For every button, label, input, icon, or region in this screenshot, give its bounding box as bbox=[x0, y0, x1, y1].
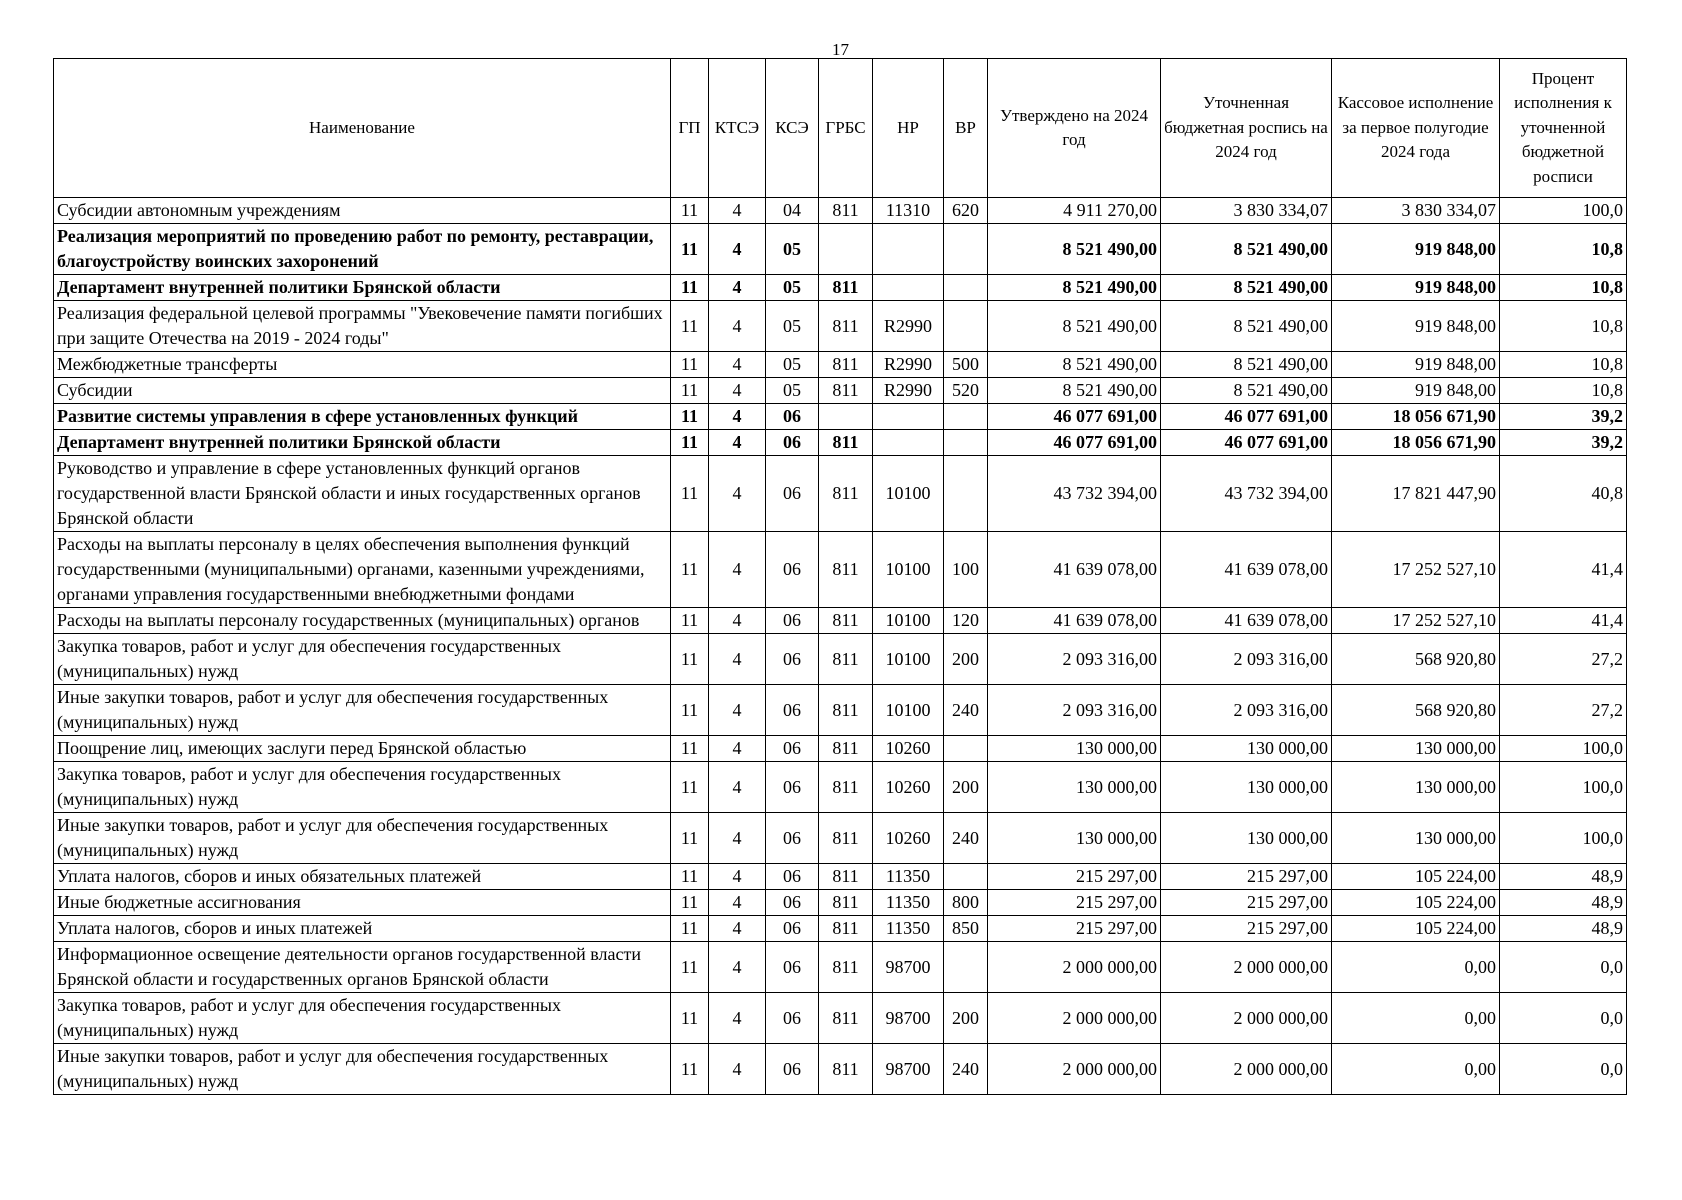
row-refined-cell: 8 521 490,00 bbox=[1161, 378, 1332, 404]
row-vr-cell bbox=[944, 736, 988, 762]
row-np-cell bbox=[873, 404, 944, 430]
row-grbs-cell: 811 bbox=[819, 352, 873, 378]
row-vr-cell bbox=[944, 456, 988, 532]
row-percent-cell: 0,0 bbox=[1500, 1044, 1627, 1095]
row-np-cell: 10100 bbox=[873, 532, 944, 608]
table-row bbox=[54, 685, 1627, 736]
header-refined: Уточненная бюджетная роспись на 2024 год bbox=[1161, 59, 1332, 198]
row-kse-cell: 05 bbox=[766, 352, 819, 378]
row-gp-cell: 11 bbox=[671, 275, 709, 301]
row-kse-cell: 06 bbox=[766, 1044, 819, 1095]
row-percent-cell: 40,8 bbox=[1500, 456, 1627, 532]
row-percent-cell: 10,8 bbox=[1500, 224, 1627, 275]
table-row bbox=[54, 352, 1627, 378]
row-np-cell: 10100 bbox=[873, 456, 944, 532]
row-kse-cell: 05 bbox=[766, 275, 819, 301]
header-vr: ВР bbox=[944, 59, 988, 198]
row-vr-cell bbox=[944, 275, 988, 301]
row-name-cell: Департамент внутренней политики Брянской области bbox=[54, 430, 671, 456]
row-approved-cell: 46 077 691,00 bbox=[988, 404, 1161, 430]
table-row bbox=[54, 224, 1627, 275]
row-vr-cell bbox=[944, 224, 988, 275]
row-cash-cell: 568 920,80 bbox=[1332, 685, 1500, 736]
row-kse-cell: 06 bbox=[766, 404, 819, 430]
row-ktse-cell: 4 bbox=[709, 301, 766, 352]
row-refined-cell: 215 297,00 bbox=[1161, 890, 1332, 916]
row-kse-cell: 06 bbox=[766, 890, 819, 916]
row-np-cell bbox=[873, 275, 944, 301]
row-kse-cell: 06 bbox=[766, 685, 819, 736]
row-kse-cell: 06 bbox=[766, 456, 819, 532]
row-cash-cell: 18 056 671,90 bbox=[1332, 430, 1500, 456]
row-name-cell: Закупка товаров, работ и услуг для обеспечения государственных (муниципальных) нужд bbox=[54, 762, 671, 813]
row-name-cell: Закупка товаров, работ и услуг для обеспечения государственных (муниципальных) нужд bbox=[54, 634, 671, 685]
row-kse-cell: 06 bbox=[766, 864, 819, 890]
table-row bbox=[54, 198, 1627, 224]
row-gp-cell: 11 bbox=[671, 864, 709, 890]
row-ktse-cell: 4 bbox=[709, 685, 766, 736]
row-approved-cell: 130 000,00 bbox=[988, 762, 1161, 813]
row-percent-cell: 100,0 bbox=[1500, 762, 1627, 813]
row-np-cell: 98700 bbox=[873, 1044, 944, 1095]
row-approved-cell: 215 297,00 bbox=[988, 864, 1161, 890]
table-row bbox=[54, 890, 1627, 916]
row-approved-cell: 4 911 270,00 bbox=[988, 198, 1161, 224]
row-cash-cell: 130 000,00 bbox=[1332, 813, 1500, 864]
row-gp-cell: 11 bbox=[671, 378, 709, 404]
table-row bbox=[54, 1044, 1627, 1095]
row-grbs-cell: 811 bbox=[819, 736, 873, 762]
row-approved-cell: 43 732 394,00 bbox=[988, 456, 1161, 532]
row-grbs-cell: 811 bbox=[819, 864, 873, 890]
row-name-cell: Руководство и управление в сфере установленных функций органов государственной власти Брянской области и иных государственных органов Брянской области bbox=[54, 456, 671, 532]
row-ktse-cell: 4 bbox=[709, 634, 766, 685]
row-grbs-cell: 811 bbox=[819, 456, 873, 532]
row-vr-cell: 200 bbox=[944, 993, 988, 1044]
row-gp-cell: 11 bbox=[671, 813, 709, 864]
row-approved-cell: 2 093 316,00 bbox=[988, 685, 1161, 736]
row-np-cell: 10260 bbox=[873, 736, 944, 762]
row-kse-cell: 06 bbox=[766, 608, 819, 634]
row-gp-cell: 11 bbox=[671, 685, 709, 736]
row-gp-cell: 11 bbox=[671, 430, 709, 456]
row-name-cell: Иные закупки товаров, работ и услуг для обеспечения государственных (муниципальных) нужд bbox=[54, 1044, 671, 1095]
row-kse-cell: 05 bbox=[766, 224, 819, 275]
row-refined-cell: 130 000,00 bbox=[1161, 813, 1332, 864]
row-percent-cell: 27,2 bbox=[1500, 685, 1627, 736]
row-refined-cell: 41 639 078,00 bbox=[1161, 532, 1332, 608]
row-cash-cell: 919 848,00 bbox=[1332, 301, 1500, 352]
row-cash-cell: 17 252 527,10 bbox=[1332, 532, 1500, 608]
row-vr-cell: 850 bbox=[944, 916, 988, 942]
row-np-cell bbox=[873, 430, 944, 456]
row-gp-cell: 11 bbox=[671, 890, 709, 916]
row-refined-cell: 215 297,00 bbox=[1161, 916, 1332, 942]
row-refined-cell: 46 077 691,00 bbox=[1161, 430, 1332, 456]
row-name-cell: Уплата налогов, сборов и иных обязательных платежей bbox=[54, 864, 671, 890]
row-gp-cell: 11 bbox=[671, 301, 709, 352]
page-number: 17 bbox=[832, 40, 849, 59]
row-refined-cell: 43 732 394,00 bbox=[1161, 456, 1332, 532]
row-grbs-cell: 811 bbox=[819, 430, 873, 456]
table-row bbox=[54, 378, 1627, 404]
header-approved: Утверждено на 2024 год bbox=[988, 59, 1161, 198]
row-approved-cell: 215 297,00 bbox=[988, 890, 1161, 916]
row-name-cell: Информационное освещение деятельности органов государственной власти Брянской области и государственных органов Брянской области bbox=[54, 942, 671, 993]
row-np-cell: 98700 bbox=[873, 942, 944, 993]
row-refined-cell: 41 639 078,00 bbox=[1161, 608, 1332, 634]
row-np-cell: R2990 bbox=[873, 301, 944, 352]
row-name-cell: Развитие системы управления в сфере установленных функций bbox=[54, 404, 671, 430]
row-vr-cell: 240 bbox=[944, 813, 988, 864]
row-vr-cell bbox=[944, 404, 988, 430]
row-approved-cell: 8 521 490,00 bbox=[988, 352, 1161, 378]
table-row bbox=[54, 634, 1627, 685]
table-row bbox=[54, 456, 1627, 532]
row-ktse-cell: 4 bbox=[709, 993, 766, 1044]
row-ktse-cell: 4 bbox=[709, 942, 766, 993]
row-approved-cell: 130 000,00 bbox=[988, 813, 1161, 864]
row-grbs-cell: 811 bbox=[819, 1044, 873, 1095]
row-approved-cell: 2 093 316,00 bbox=[988, 634, 1161, 685]
table-row bbox=[54, 430, 1627, 456]
row-np-cell: 11350 bbox=[873, 864, 944, 890]
row-approved-cell: 8 521 490,00 bbox=[988, 301, 1161, 352]
row-gp-cell: 11 bbox=[671, 1044, 709, 1095]
row-percent-cell: 100,0 bbox=[1500, 198, 1627, 224]
row-name-cell: Закупка товаров, работ и услуг для обеспечения государственных (муниципальных) нужд bbox=[54, 993, 671, 1044]
table-row bbox=[54, 916, 1627, 942]
row-vr-cell: 240 bbox=[944, 685, 988, 736]
row-cash-cell: 919 848,00 bbox=[1332, 352, 1500, 378]
row-kse-cell: 05 bbox=[766, 378, 819, 404]
row-vr-cell: 800 bbox=[944, 890, 988, 916]
row-percent-cell: 100,0 bbox=[1500, 813, 1627, 864]
row-percent-cell: 48,9 bbox=[1500, 890, 1627, 916]
row-gp-cell: 11 bbox=[671, 942, 709, 993]
row-kse-cell: 06 bbox=[766, 736, 819, 762]
row-grbs-cell: 811 bbox=[819, 762, 873, 813]
row-percent-cell: 39,2 bbox=[1500, 430, 1627, 456]
row-grbs-cell: 811 bbox=[819, 634, 873, 685]
row-kse-cell: 06 bbox=[766, 916, 819, 942]
table-body bbox=[54, 198, 1627, 1095]
row-refined-cell: 2 000 000,00 bbox=[1161, 942, 1332, 993]
row-gp-cell: 11 bbox=[671, 993, 709, 1044]
row-grbs-cell: 811 bbox=[819, 993, 873, 1044]
row-refined-cell: 130 000,00 bbox=[1161, 736, 1332, 762]
header-cash: Кассовое исполнение за первое полугодие 2024 года bbox=[1332, 59, 1500, 198]
row-kse-cell: 06 bbox=[766, 813, 819, 864]
row-vr-cell: 520 bbox=[944, 378, 988, 404]
row-percent-cell: 10,8 bbox=[1500, 275, 1627, 301]
row-gp-cell: 11 bbox=[671, 224, 709, 275]
row-cash-cell: 568 920,80 bbox=[1332, 634, 1500, 685]
row-gp-cell: 11 bbox=[671, 634, 709, 685]
table-row bbox=[54, 736, 1627, 762]
row-refined-cell: 8 521 490,00 bbox=[1161, 224, 1332, 275]
row-gp-cell: 11 bbox=[671, 762, 709, 813]
row-ktse-cell: 4 bbox=[709, 916, 766, 942]
row-grbs-cell: 811 bbox=[819, 301, 873, 352]
row-approved-cell: 2 000 000,00 bbox=[988, 993, 1161, 1044]
table-row bbox=[54, 762, 1627, 813]
row-gp-cell: 11 bbox=[671, 456, 709, 532]
table-row bbox=[54, 942, 1627, 993]
row-ktse-cell: 4 bbox=[709, 890, 766, 916]
row-vr-cell: 200 bbox=[944, 634, 988, 685]
row-cash-cell: 105 224,00 bbox=[1332, 864, 1500, 890]
row-grbs-cell bbox=[819, 224, 873, 275]
row-ktse-cell: 4 bbox=[709, 404, 766, 430]
row-kse-cell: 05 bbox=[766, 301, 819, 352]
row-gp-cell: 11 bbox=[671, 352, 709, 378]
row-ktse-cell: 4 bbox=[709, 608, 766, 634]
row-np-cell: 11310 bbox=[873, 198, 944, 224]
row-gp-cell: 11 bbox=[671, 532, 709, 608]
row-approved-cell: 2 000 000,00 bbox=[988, 1044, 1161, 1095]
row-cash-cell: 3 830 334,07 bbox=[1332, 198, 1500, 224]
row-ktse-cell: 4 bbox=[709, 456, 766, 532]
row-percent-cell: 10,8 bbox=[1500, 378, 1627, 404]
row-np-cell: 10260 bbox=[873, 813, 944, 864]
row-kse-cell: 06 bbox=[766, 942, 819, 993]
row-gp-cell: 11 bbox=[671, 916, 709, 942]
row-kse-cell: 06 bbox=[766, 762, 819, 813]
header-ktse: КТСЭ bbox=[709, 59, 766, 198]
header-gp: ГП bbox=[671, 59, 709, 198]
row-percent-cell: 41,4 bbox=[1500, 608, 1627, 634]
row-vr-cell: 120 bbox=[944, 608, 988, 634]
table-row bbox=[54, 532, 1627, 608]
row-ktse-cell: 4 bbox=[709, 736, 766, 762]
row-vr-cell bbox=[944, 430, 988, 456]
row-grbs-cell: 811 bbox=[819, 942, 873, 993]
row-percent-cell: 39,2 bbox=[1500, 404, 1627, 430]
row-gp-cell: 11 bbox=[671, 404, 709, 430]
row-approved-cell: 8 521 490,00 bbox=[988, 275, 1161, 301]
row-np-cell: R2990 bbox=[873, 352, 944, 378]
row-np-cell: 10100 bbox=[873, 685, 944, 736]
row-gp-cell: 11 bbox=[671, 608, 709, 634]
table-row bbox=[54, 813, 1627, 864]
row-np-cell: 10100 bbox=[873, 608, 944, 634]
row-name-cell: Субсидии автономным учреждениям bbox=[54, 198, 671, 224]
row-percent-cell: 48,9 bbox=[1500, 864, 1627, 890]
row-percent-cell: 27,2 bbox=[1500, 634, 1627, 685]
row-np-cell: 11350 bbox=[873, 916, 944, 942]
row-name-cell: Реализация мероприятий по проведению работ по ремонту, реставрации, благоустройству воинских захоронений bbox=[54, 224, 671, 275]
row-vr-cell: 620 bbox=[944, 198, 988, 224]
header-grbs: ГРБС bbox=[819, 59, 873, 198]
row-vr-cell: 200 bbox=[944, 762, 988, 813]
row-grbs-cell: 811 bbox=[819, 890, 873, 916]
row-ktse-cell: 4 bbox=[709, 532, 766, 608]
row-grbs-cell: 811 bbox=[819, 608, 873, 634]
row-refined-cell: 2 000 000,00 bbox=[1161, 1044, 1332, 1095]
row-ktse-cell: 4 bbox=[709, 352, 766, 378]
row-np-cell: 10100 bbox=[873, 634, 944, 685]
budget-table bbox=[53, 58, 1627, 1095]
row-refined-cell: 130 000,00 bbox=[1161, 762, 1332, 813]
row-name-cell: Расходы на выплаты персоналу государственных (муниципальных) органов bbox=[54, 608, 671, 634]
row-grbs-cell: 811 bbox=[819, 198, 873, 224]
row-kse-cell: 04 bbox=[766, 198, 819, 224]
row-cash-cell: 919 848,00 bbox=[1332, 275, 1500, 301]
row-gp-cell: 11 bbox=[671, 198, 709, 224]
row-np-cell: 98700 bbox=[873, 993, 944, 1044]
row-approved-cell: 41 639 078,00 bbox=[988, 608, 1161, 634]
row-grbs-cell: 811 bbox=[819, 275, 873, 301]
row-cash-cell: 17 252 527,10 bbox=[1332, 608, 1500, 634]
row-cash-cell: 919 848,00 bbox=[1332, 224, 1500, 275]
row-ktse-cell: 4 bbox=[709, 378, 766, 404]
row-ktse-cell: 4 bbox=[709, 1044, 766, 1095]
row-percent-cell: 100,0 bbox=[1500, 736, 1627, 762]
row-percent-cell: 10,8 bbox=[1500, 301, 1627, 352]
row-ktse-cell: 4 bbox=[709, 864, 766, 890]
row-grbs-cell: 811 bbox=[819, 813, 873, 864]
row-approved-cell: 215 297,00 bbox=[988, 916, 1161, 942]
table-row bbox=[54, 608, 1627, 634]
row-refined-cell: 8 521 490,00 bbox=[1161, 352, 1332, 378]
row-name-cell: Реализация федеральной целевой программы "Увековечение памяти погибших при защите Отечества на 2019 - 2024 годы" bbox=[54, 301, 671, 352]
row-ktse-cell: 4 bbox=[709, 430, 766, 456]
row-cash-cell: 0,00 bbox=[1332, 1044, 1500, 1095]
row-refined-cell: 46 077 691,00 bbox=[1161, 404, 1332, 430]
row-percent-cell: 0,0 bbox=[1500, 993, 1627, 1044]
row-vr-cell bbox=[944, 301, 988, 352]
row-name-cell: Иные закупки товаров, работ и услуг для обеспечения государственных (муниципальных) нужд bbox=[54, 685, 671, 736]
row-grbs-cell: 811 bbox=[819, 532, 873, 608]
row-percent-cell: 41,4 bbox=[1500, 532, 1627, 608]
row-cash-cell: 105 224,00 bbox=[1332, 890, 1500, 916]
row-approved-cell: 41 639 078,00 bbox=[988, 532, 1161, 608]
row-vr-cell: 500 bbox=[944, 352, 988, 378]
row-grbs-cell bbox=[819, 404, 873, 430]
row-np-cell: 10260 bbox=[873, 762, 944, 813]
row-cash-cell: 0,00 bbox=[1332, 942, 1500, 993]
row-name-cell: Межбюджетные трансферты bbox=[54, 352, 671, 378]
row-name-cell: Уплата налогов, сборов и иных платежей bbox=[54, 916, 671, 942]
table-row bbox=[54, 993, 1627, 1044]
row-percent-cell: 48,9 bbox=[1500, 916, 1627, 942]
row-refined-cell: 215 297,00 bbox=[1161, 864, 1332, 890]
row-ktse-cell: 4 bbox=[709, 198, 766, 224]
row-name-cell: Расходы на выплаты персоналу в целях обеспечения выполнения функций государственными (муниципальными) органами, казенными учреждениями, органами управления государственными внебюджетными фондами bbox=[54, 532, 671, 608]
row-grbs-cell: 811 bbox=[819, 685, 873, 736]
row-name-cell: Департамент внутренней политики Брянской области bbox=[54, 275, 671, 301]
row-approved-cell: 8 521 490,00 bbox=[988, 224, 1161, 275]
row-approved-cell: 46 077 691,00 bbox=[988, 430, 1161, 456]
row-refined-cell: 3 830 334,07 bbox=[1161, 198, 1332, 224]
row-kse-cell: 06 bbox=[766, 634, 819, 685]
row-approved-cell: 2 000 000,00 bbox=[988, 942, 1161, 993]
row-kse-cell: 06 bbox=[766, 993, 819, 1044]
row-cash-cell: 18 056 671,90 bbox=[1332, 404, 1500, 430]
row-refined-cell: 8 521 490,00 bbox=[1161, 275, 1332, 301]
row-np-cell bbox=[873, 224, 944, 275]
row-grbs-cell: 811 bbox=[819, 378, 873, 404]
row-np-cell: 11350 bbox=[873, 890, 944, 916]
header-kse: КСЭ bbox=[766, 59, 819, 198]
header-percent: Процент исполнения к уточненной бюджетной росписи bbox=[1500, 59, 1627, 198]
header-name: Наименование bbox=[54, 59, 671, 198]
row-vr-cell bbox=[944, 864, 988, 890]
row-percent-cell: 0,0 bbox=[1500, 942, 1627, 993]
row-name-cell: Иные закупки товаров, работ и услуг для обеспечения государственных (муниципальных) нужд bbox=[54, 813, 671, 864]
row-kse-cell: 06 bbox=[766, 532, 819, 608]
row-refined-cell: 2 093 316,00 bbox=[1161, 685, 1332, 736]
row-ktse-cell: 4 bbox=[709, 275, 766, 301]
row-vr-cell: 240 bbox=[944, 1044, 988, 1095]
row-vr-cell: 100 bbox=[944, 532, 988, 608]
row-cash-cell: 130 000,00 bbox=[1332, 736, 1500, 762]
row-name-cell: Иные бюджетные ассигнования bbox=[54, 890, 671, 916]
row-kse-cell: 06 bbox=[766, 430, 819, 456]
row-cash-cell: 919 848,00 bbox=[1332, 378, 1500, 404]
row-name-cell: Субсидии bbox=[54, 378, 671, 404]
row-cash-cell: 105 224,00 bbox=[1332, 916, 1500, 942]
table-row bbox=[54, 864, 1627, 890]
row-cash-cell: 17 821 447,90 bbox=[1332, 456, 1500, 532]
row-approved-cell: 130 000,00 bbox=[988, 736, 1161, 762]
row-approved-cell: 8 521 490,00 bbox=[988, 378, 1161, 404]
row-np-cell: R2990 bbox=[873, 378, 944, 404]
row-cash-cell: 130 000,00 bbox=[1332, 762, 1500, 813]
row-refined-cell: 2 093 316,00 bbox=[1161, 634, 1332, 685]
header-np: НР bbox=[873, 59, 944, 198]
row-percent-cell: 10,8 bbox=[1500, 352, 1627, 378]
row-vr-cell bbox=[944, 942, 988, 993]
row-ktse-cell: 4 bbox=[709, 813, 766, 864]
table-row bbox=[54, 275, 1627, 301]
row-grbs-cell: 811 bbox=[819, 916, 873, 942]
table-row bbox=[54, 404, 1627, 430]
row-cash-cell: 0,00 bbox=[1332, 993, 1500, 1044]
table-header-row bbox=[54, 59, 1627, 198]
row-refined-cell: 8 521 490,00 bbox=[1161, 301, 1332, 352]
table-row bbox=[54, 301, 1627, 352]
row-ktse-cell: 4 bbox=[709, 762, 766, 813]
row-name-cell: Поощрение лиц, имеющих заслуги перед Брянской областью bbox=[54, 736, 671, 762]
row-ktse-cell: 4 bbox=[709, 224, 766, 275]
row-gp-cell: 11 bbox=[671, 736, 709, 762]
row-refined-cell: 2 000 000,00 bbox=[1161, 993, 1332, 1044]
